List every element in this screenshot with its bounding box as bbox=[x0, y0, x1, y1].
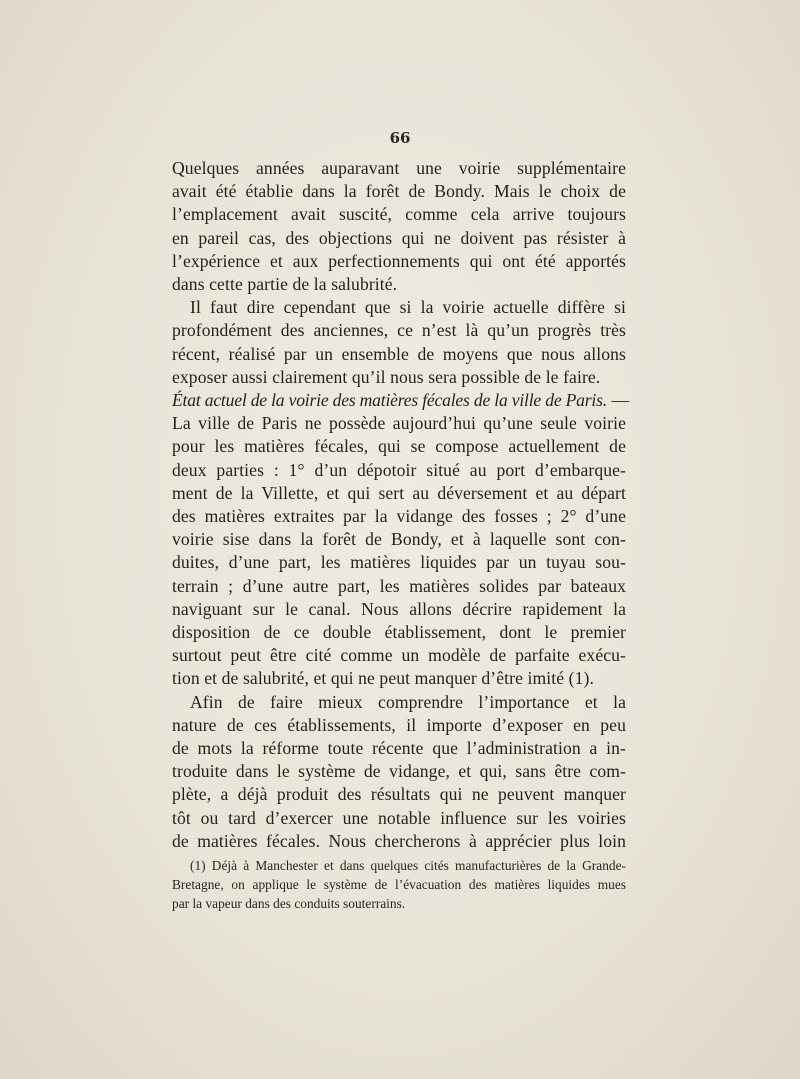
text-line: pour les matières fécales, qui se compose actuellement de bbox=[172, 436, 626, 457]
text-line: de mots la réforme toute récente que l’administration a in- bbox=[172, 738, 626, 759]
text-line: ment de la Villette, et qui sert au déversement et au départ bbox=[172, 482, 626, 503]
text-line: voirie sise dans la forêt de Bondy, et à laquelle sont con- bbox=[172, 529, 626, 550]
paragraph-closing bbox=[172, 691, 626, 853]
text-line: exposer aussi clairement qu’il nous sera possible de le faire. bbox=[172, 366, 601, 387]
section-heading-line bbox=[172, 389, 630, 412]
text-line: dans cette partie de la salubrité. bbox=[172, 274, 398, 295]
footnote-line: (1) Déjà à Manchester et dans quelques cités manufacturières de la Grande- bbox=[190, 858, 626, 873]
text-line: naviguant sur le canal. Nous allons décrire rapidement la bbox=[172, 598, 626, 619]
text-line: Afin de faire mieux comprendre l’importance et la bbox=[190, 691, 626, 712]
text-line: tôt ou tard d’exercer une notable influence sur les voiries bbox=[172, 807, 626, 828]
text-line: surtout peut être cité comme un modèle de parfaite exécu- bbox=[172, 645, 626, 666]
text-line: l’expérience et aux perfectionnements qui ont été apportés bbox=[172, 250, 626, 271]
text-line: troduite dans le système de vidange, et qui, sans être com- bbox=[172, 761, 626, 782]
text-line: deux parties : 1° d’un dépotoir situé au port d’embarque- bbox=[172, 459, 626, 480]
text-line: tion et de salubrité, et qui ne peut manquer d’être imité (1). bbox=[172, 668, 594, 689]
text-line: duites, d’une part, les matières liquides par un tuyau sou- bbox=[172, 552, 626, 573]
paragraph-2 bbox=[172, 296, 626, 389]
text-line: de matières fécales. Nous chercherons à apprécier plus loin bbox=[172, 830, 626, 851]
text-line: terrain ; d’une autre part, les matières solides par bateaux bbox=[172, 575, 626, 596]
section-paragraph bbox=[172, 389, 630, 691]
text-line: disposition de ce double établissement, dont le premier bbox=[172, 622, 626, 643]
text-line: récent, réalisé par un ensemble de moyens que nous allons bbox=[172, 343, 626, 364]
text-line: l’emplacement avait suscité, comme cela arrive toujours bbox=[172, 204, 626, 225]
text-line: nature de ces établissements, il importe d’exposer en peu bbox=[172, 714, 626, 735]
footnote-line: Bretagne, on applique le système de l’évacuation des matières liquides mues bbox=[172, 877, 626, 892]
text-line: avait été établie dans la forêt de Bondy. Mais le choix de bbox=[172, 181, 626, 202]
text-line: en pareil cas, des objections qui ne doivent pas résister à bbox=[172, 227, 626, 248]
text-line: Quelques années auparavant une voirie supplémentaire bbox=[172, 158, 626, 178]
text-line: profondément des anciennes, ce n’est là qu’un progrès très bbox=[172, 320, 626, 341]
body-text bbox=[172, 157, 630, 853]
footnote-line: par la vapeur dans des conduits souterrains. bbox=[172, 896, 406, 911]
footnote bbox=[172, 856, 626, 913]
text-line: des matières extraites par la vidange des fosses ; 2° d’une bbox=[172, 506, 626, 527]
text-line: Il faut dire cependant que si la voirie actuelle diffère si bbox=[190, 297, 626, 318]
page-number: 66 bbox=[389, 129, 411, 147]
section-heading: État actuel de la voirie des matières fécales de la ville de Paris. bbox=[172, 390, 607, 411]
text-line: La ville de Paris ne possède aujourd’hui qu’une seule voirie bbox=[172, 413, 626, 434]
heading-dash: — bbox=[606, 390, 630, 411]
paragraph-1 bbox=[172, 157, 626, 296]
text-line: plète, a déjà produit des résultats qui ne peuvent manquer bbox=[172, 784, 626, 805]
